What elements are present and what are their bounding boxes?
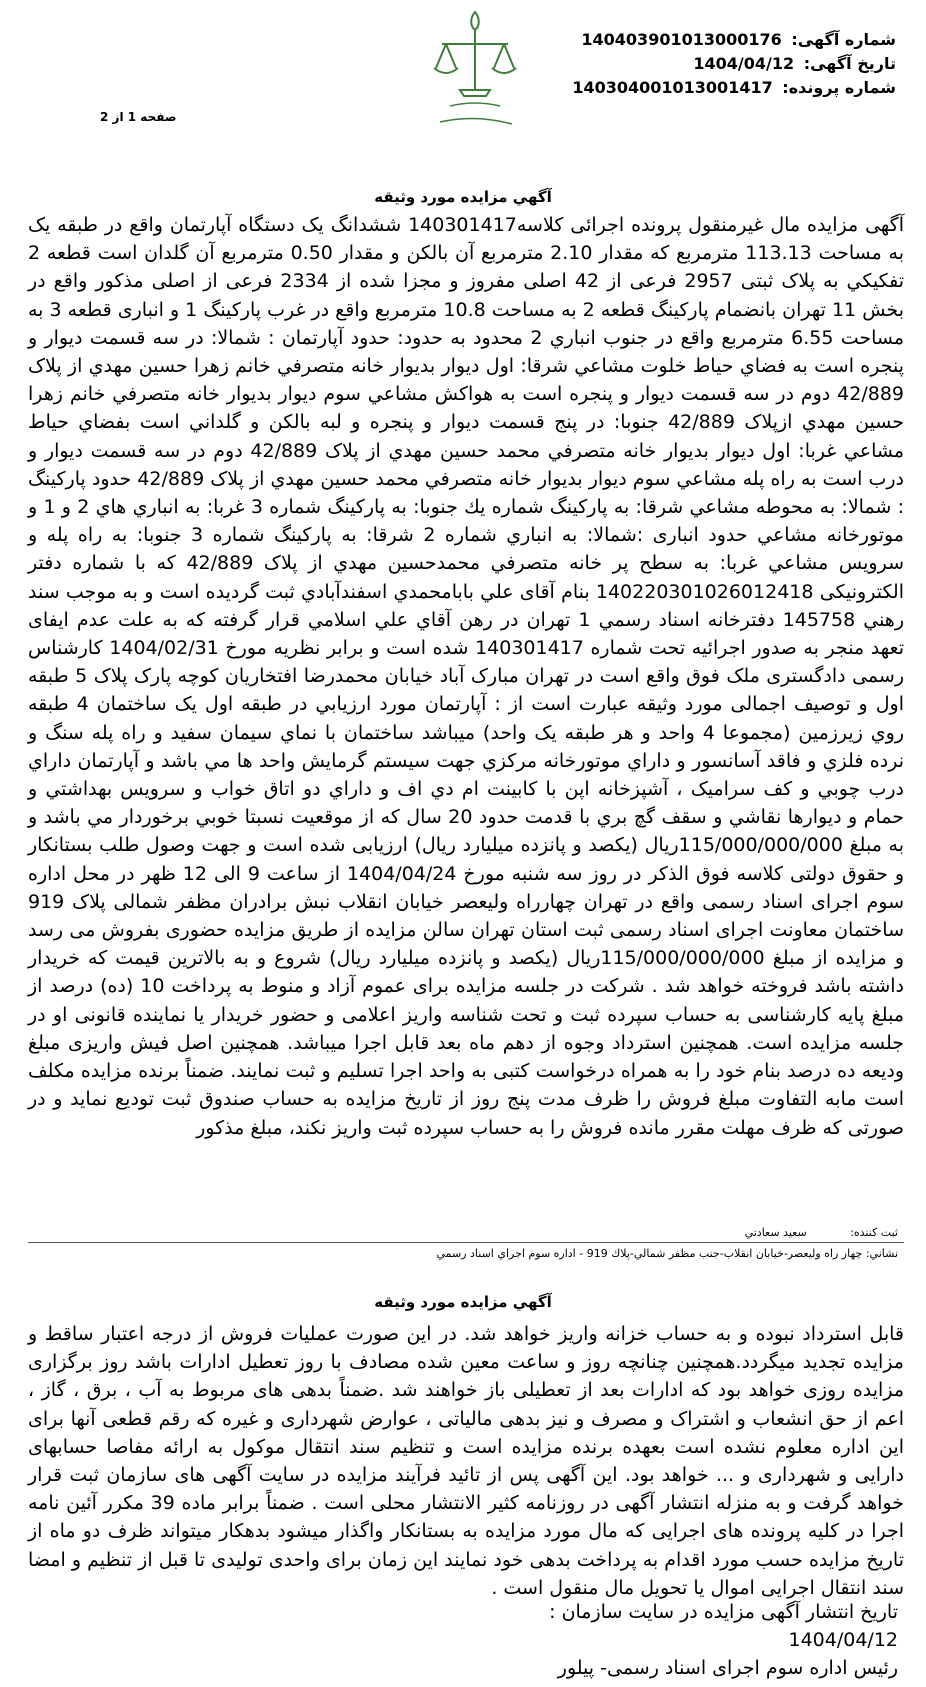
ad-number-value: 140403901013000176 bbox=[581, 30, 782, 49]
publish-label: تاريخ انتشار آگهی مزايده در سايت سازمان : bbox=[549, 1601, 898, 1623]
divider bbox=[28, 1242, 904, 1243]
notice-body-continued: قابل استرداد نبوده و به حساب خزانه واريز خواهد شد. در اين صورت عمليات فروش از درجه اعتبار ساقط و مزايده تجديد ميگردد.همچنين چنانچه روز و ساعت معين شده مصادف با روز تعطيل ادارات باشد روز برگزاری مزايده روزی خواهد بود که ادارات بعد از تعطيلی باز خواهند شد .ضمناً بدهی های مربوط به آب ، برق ، گاز ، اعم از حق انشعاب و اشتراک و مصرف و نيز بدهی مالياتی ، عوارض شهرداری و غيره که رقم قطعی آنها برای اين اداره معلوم نشده است بعهده برنده مزايده است و تنظيم سند انتقال موکول به ارائه مفاصا حسابهای دارايی و شهرداری و ... خواهد بود. اين آگهی پس از تائيد فرآيند مزايده در سايت آگهی های سازمان ثبت قرار خواهد گرفت و به منزله انتشار آگهی در روزنامه کثير الانتشار محلی است . ضمناً برابر ماده 39 مکرر آئين نامه اجرا در کليه پرونده های اجرايی که مال مورد مزايده به بستانکار واگذار ميشود بدهکار ميتواند ظرف دو ماه از تاريخ مزايده حسب مورد اقدام به پرداخت بدهی خود نمايند اين زمان برای واحدی توليدی تا قبل از تنظيم و امضا سند انتقال اجرايی اموال يا تحويل مال منقول است . bbox=[28, 1323, 905, 1599]
case-number-value: 140304001013001417 bbox=[572, 78, 773, 97]
publish-date-value: 1404/04/12 bbox=[788, 1629, 898, 1651]
document-metadata bbox=[572, 28, 896, 100]
page-indicator: صفحه 1 از 2 bbox=[100, 110, 177, 124]
case-number-row bbox=[572, 76, 896, 100]
publish-date-line bbox=[22, 1598, 898, 1626]
ad-date-label: تاریخ آگهی: bbox=[803, 54, 896, 73]
ad-date-value: 1404/04/12 bbox=[693, 54, 795, 73]
case-number-label: شماره پرونده: bbox=[782, 78, 896, 97]
signature: رئيس اداره سوم اجرای اسناد رسمی- پيلور bbox=[557, 1657, 898, 1679]
recorder-label: ثبت كننده: bbox=[850, 1226, 898, 1239]
notice-body: آگهی مزایده مال غیرمنقول پرونده اجرائی کلاسه140301417 ششدانگ یک دستگاه آپارتمان واقع در طبقه یک به مساحت 113.13 مترمربع که مقدار 2.10 مترمربع آن بالکن و مقدار 0.50 مترمربع آن گلدان است قطعه 2 تفکيکي به پلاک ثبتی 2957 فرعی از 42 اصلی مفروز و مجزا شده از 2334 فرعی از اصلی مذکور واقع در بخش 11 تهران بانضمام پارکینگ قطعه 2 به مساحت 10.8 مترمربع واقع در غرب پارکینگ 1 و انباری قطعه 3 به مساحت 6.55 مترمربع واقع در جنوب انباري 2 محدود به حدود: حدود آپارتمان : شمالا: در سه قسمت ديوار و پنجره است به فضاي حياط خلوت مشاعي شرقا: اول ديوار بديوار خانه متصرفي خانم زهرا حسين مهدي از پلاک 42/889 دوم در سه قسمت ديوار و پنجره است به هواکش مشاعي سوم ديوار بديوار خانه متصرفي خانم زهرا حسين مهدي ازپلاک 42/889 جنوبا: در پنج قسمت ديوار و پنجره و لبه بالکن و گلداني است بفضاي حياط مشاعي غربا: اول ديوار بديوار خانه متصرفي محمد حسين مهدي از پلاک 42/889 دوم در سه قسمت ديوار و درب است به راه پله مشاعي سوم ديوار بديوار خانه متصرفي محمد حسين مهدي از پلاک 42/889 حدود پارکينگ : شمالا: به محوطه مشاعي شرقا: به پارکينگ شماره يك جنوبا: به پارکينگ شماره 3 غربا: به انباري هاي 2 و 1 و موتورخانه مشاعي حدود انباری :شمالا: به انباري شماره 2 شرقا: به پارکينگ شماره 3 جنوبا: به راه پله و سرويس مشاعي غربا: به سطح پر خانه متصرفي محمدحسين مهدي از پلاک 42/889 که با شماره دفتر الکترونیکی 140220301026012418 بنام آقای علي بابامحمدي اسفندآبادي ثبت گرديده است و به موجب سند رهني 145758 دفترخانه اسناد رسمي 1 تهران در رهن آقاي علي اسلامي قرار گرفته که به علت عدم ایفای تعهد منجر به صدور اجرائیه تحت شماره 140301417 شده است و برابر نظریه مورخ 1404/02/31 کارشناس رسمی دادگستری ملک فوق واقع است در تهران مبارک آباد خیابان محمدرضا افتخاريان کوچه پارک پلاک 5 طبقه اول و توصيف اجمالی مورد وثيقه عبارت است از : آپارتمان مورد ارزيابي در طبقه اول يک ساختمان 4 طبقه روي زيرزمين (مجموعا 4 واحد و هر طبقه يک واحد) ميباشد ساختمان با نماي سيمان سفيد و راه پله سنگ و نرده فلزي و فاقد آسانسور و داراي موتورخانه مرکزي جهت سيستم گرمايش واحد ها مي باشد و آپارتمان داراي درب چوبي و کف سراميک ، آشپزخانه اپن با کابينت ام دي اف و داراي دو اتاق خواب و سرويس بهداشتي و حمام و ديوارها نقاشي و سقف گچ بري با قدمت حدود 20 سال که از موقعيت نسبتا خوبي برخوردار مي باشد و به مبلغ 115/000/000/000ريال (يكصد و پانزده ميليارد ريال) ارزيابی شده است و جهت وصول طلب بستانکار و حقوق دولتی کلاسه فوق الذکر در روز سه شنبه مورخ 1404/04/24 از ساعت 9 الی 12 ظهر در محل اداره سوم اجرای اسناد رسمی واقع در تهران چهارراه وليعصر خيابان انقلاب نبش برادران مظفر شمالی پلاک 919 ساختمان معاونت اجرای اسناد رسمی ثبت استان تهران سالن مزايده از طريق مزايده حضوری بفروش می رسد و مزايده از مبلغ 115/000/000/000ريال (يكصد و پانزده ميليارد ريال) شروع و به بالاترين قيمت که خريدار داشته باشد فروخته خواهد شد . شرکت در جلسه مزايده برای عموم آزاد و منوط به پرداخت 10 (ده) درصد از مبلغ پايه کارشناسی به حساب سپرده ثبت و تحت شناسه واريز اعلامی و حضور خريدار يا نماينده قانونی او در جلسه مزايده است. همچنين استرداد وجوه از دهم ماه بعد قابل اجرا ميباشد. همچنين اصل فيش واريزی مبلغ وديعه ده درصد بنام خود را به همراه درخواست کتبی به واحد اجرا تسليم و ثبت نمايند. ضمناً برنده مزايده مکلف است مابه التفاوت مبلغ فروش را ظرف مدت پنج روز از تاريخ مزايده به حساب صندوق ثبت توديع نمايد و در صورتی که ظرف مهلت مقرر مانده فروش را به حساب سپرده ثبت واريز نکند، مبلغ مذکور bbox=[28, 214, 905, 1139]
notice-title-page2: آگهي مزايده مورد وثيقه bbox=[374, 1293, 552, 1311]
recorder-name: سعيد سعادتي bbox=[744, 1226, 807, 1239]
notice-title: آگهي مزايده مورد وثيقه bbox=[374, 188, 552, 206]
office-address: نشاني: چهار راه وليعصر-خيابان انقلاب-جنب مظفر شمالي-پلاك 919 - اداره سوم اجراي اسناد رسمي bbox=[436, 1247, 898, 1260]
recorder-line bbox=[22, 1225, 898, 1240]
ad-number-row bbox=[581, 28, 896, 52]
ad-number-label: شماره آگهی: bbox=[791, 30, 896, 49]
judiciary-logo bbox=[420, 4, 530, 134]
ad-date-row bbox=[600, 52, 896, 76]
scales-emblem-icon bbox=[420, 4, 530, 134]
